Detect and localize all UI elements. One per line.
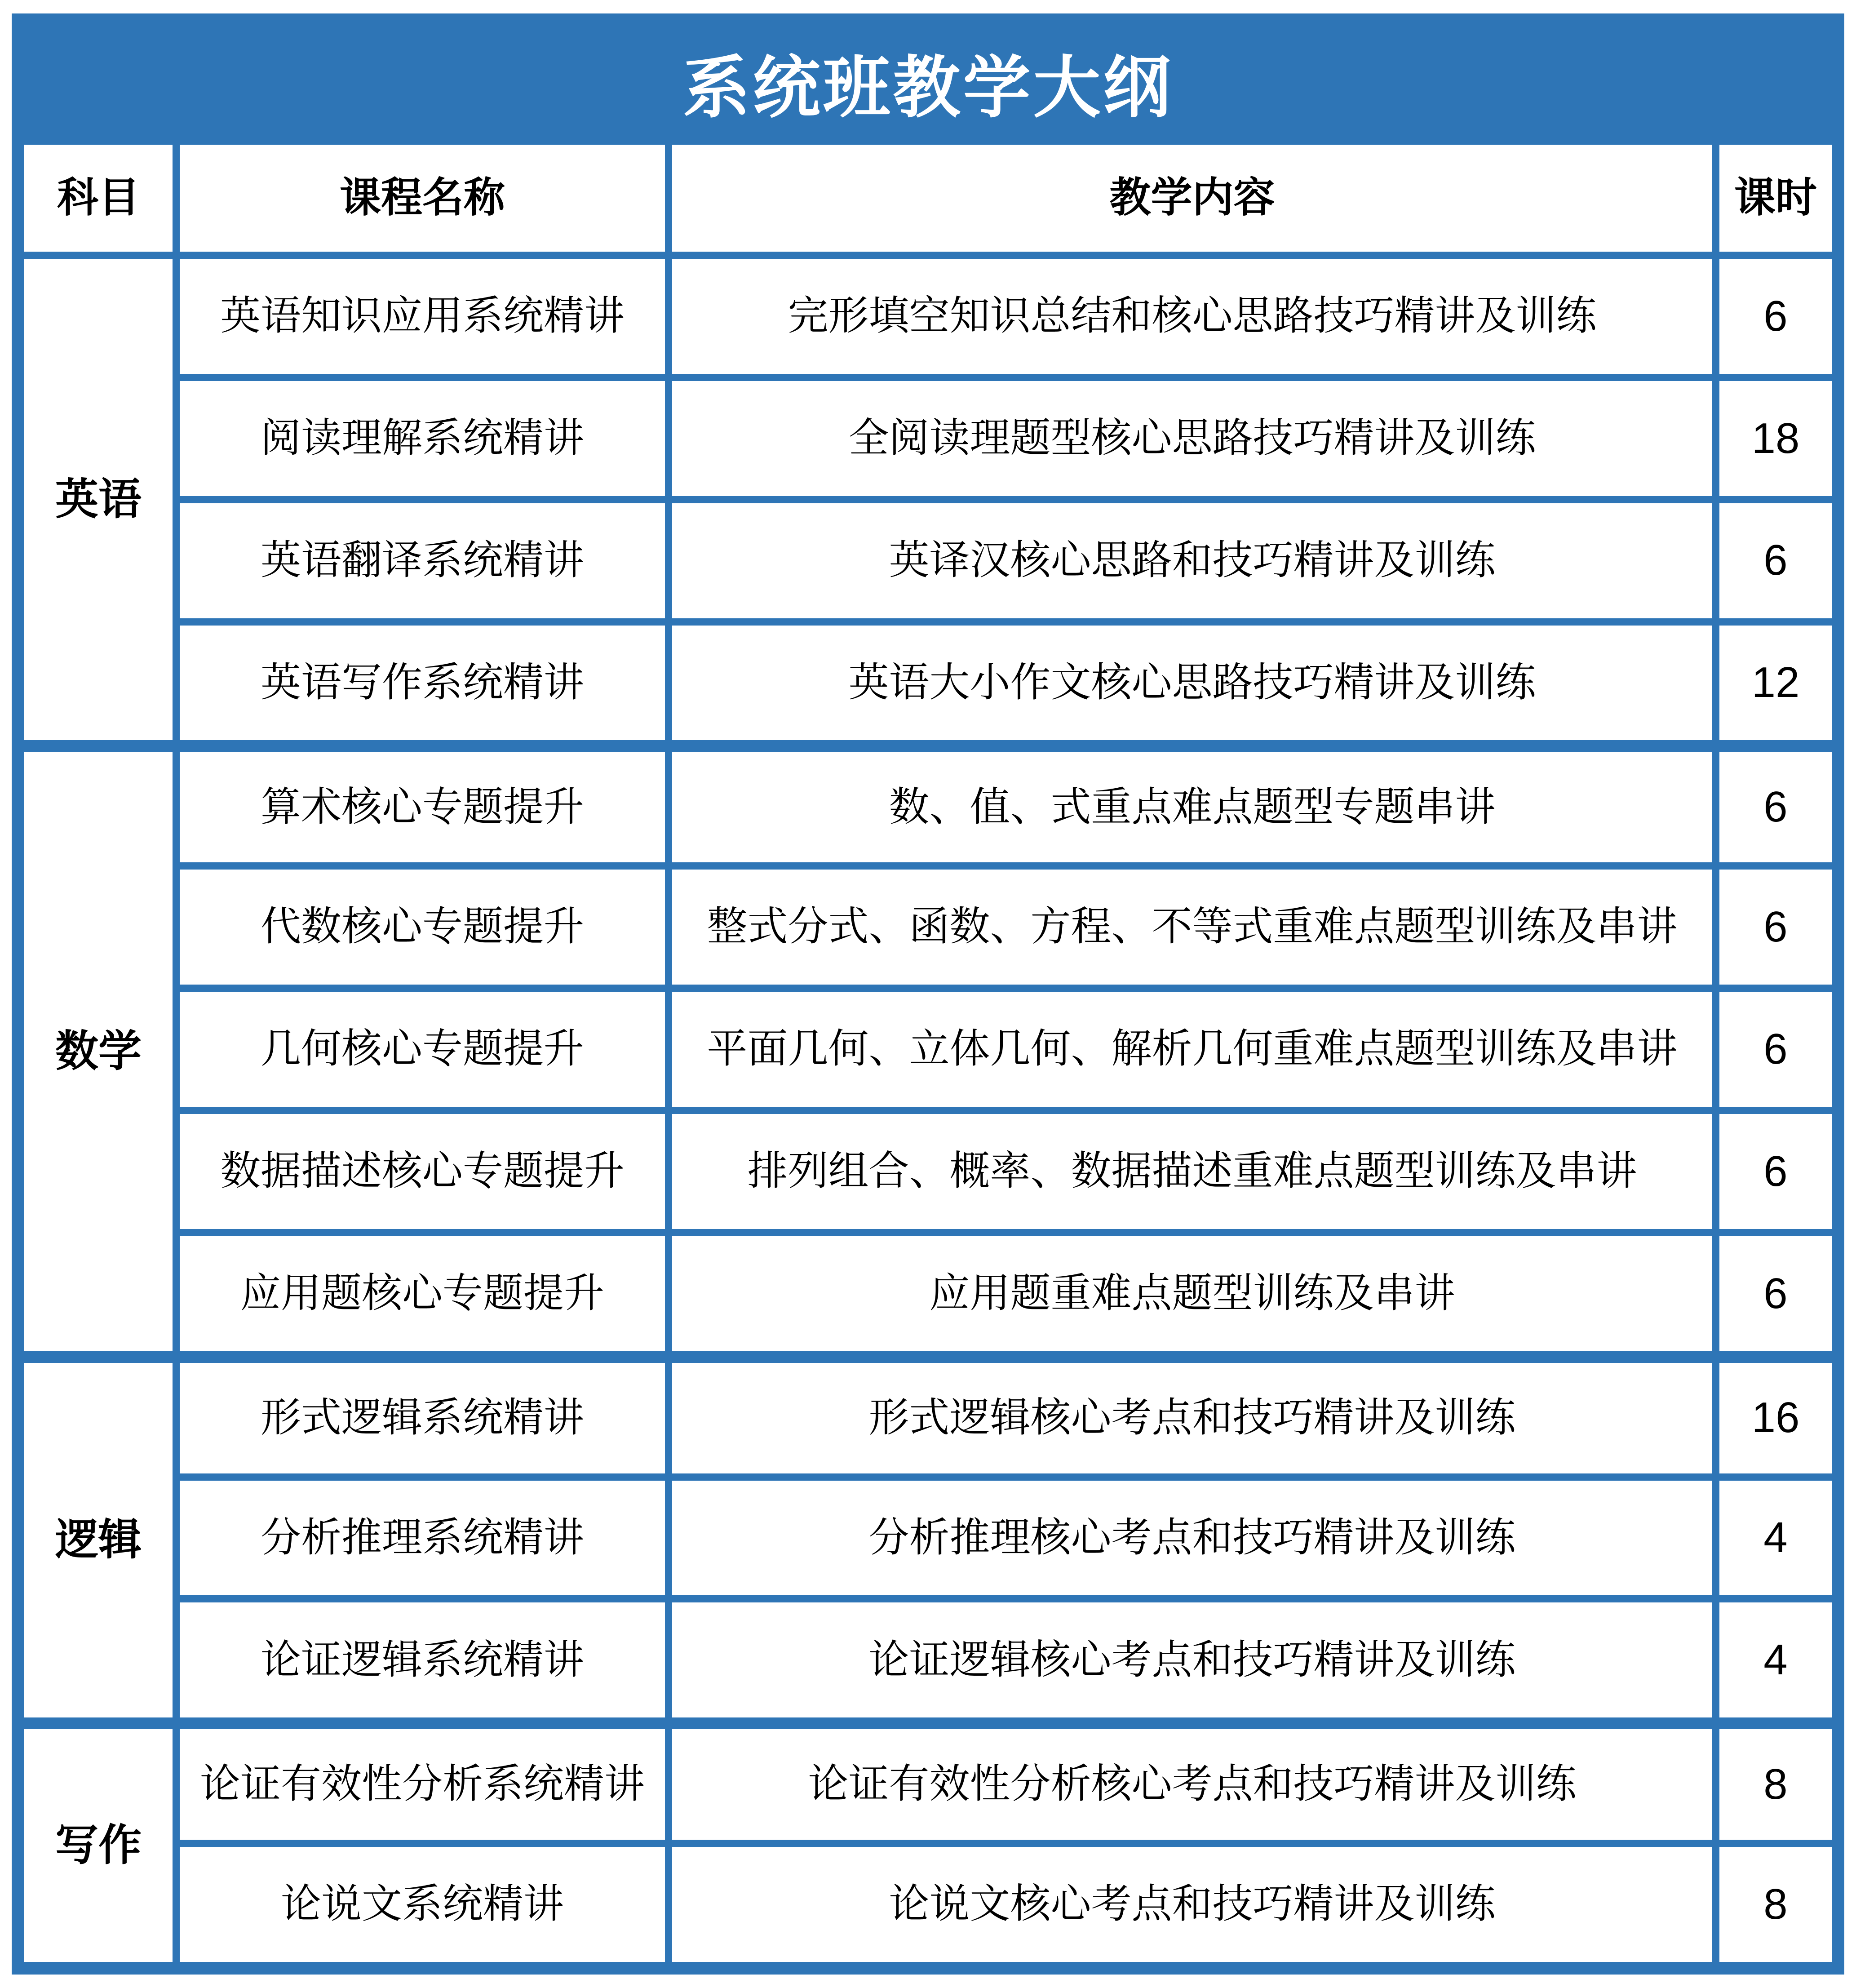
subject-cell-writing: 写作 [24, 1725, 173, 1962]
course-cell: 阅读理解系统精讲 [180, 381, 665, 496]
course-cell: 应用题核心专题提升 [180, 1236, 665, 1351]
hours-cell: 8 [1719, 1847, 1832, 1962]
column-header-hours: 课时 [1719, 145, 1832, 252]
column-header-subject: 科目 [24, 145, 173, 252]
content-cell: 应用题重难点题型训练及串讲 [672, 1236, 1712, 1351]
hours-cell: 12 [1719, 626, 1832, 741]
content-cell: 形式逻辑核心考点和技巧精讲及训练 [672, 1358, 1712, 1473]
hours-cell: 6 [1719, 1114, 1832, 1229]
hours-cell: 6 [1719, 1236, 1832, 1351]
course-cell: 代数核心专题提升 [180, 870, 665, 985]
hours-cell: 6 [1719, 870, 1832, 985]
subject-cell-english: 英语 [24, 259, 173, 740]
course-cell: 论证逻辑系统精讲 [180, 1602, 665, 1717]
content-cell: 分析推理核心考点和技巧精讲及训练 [672, 1481, 1712, 1596]
course-cell: 数据描述核心专题提升 [180, 1114, 665, 1229]
course-cell: 英语知识应用系统精讲 [180, 259, 665, 374]
content-cell: 论说文核心考点和技巧精讲及训练 [672, 1847, 1712, 1962]
hours-cell: 8 [1719, 1725, 1832, 1840]
content-cell: 整式分式、函数、方程、不等式重难点题型训练及串讲 [672, 870, 1712, 985]
content-cell: 完形填空知识总结和核心思路技巧精讲及训练 [672, 259, 1712, 374]
content-cell: 平面几何、立体几何、解析几何重难点题型训练及串讲 [672, 992, 1712, 1107]
subject-cell-logic: 逻辑 [24, 1358, 173, 1718]
course-cell: 几何核心专题提升 [180, 992, 665, 1107]
course-cell: 算术核心专题提升 [180, 747, 665, 862]
hours-cell: 6 [1719, 992, 1832, 1107]
content-cell: 英语大小作文核心思路技巧精讲及训练 [672, 626, 1712, 741]
hours-cell: 18 [1719, 381, 1832, 496]
course-cell: 英语写作系统精讲 [180, 626, 665, 741]
content-cell: 全阅读理题型核心思路技巧精讲及训练 [672, 381, 1712, 496]
hours-cell: 6 [1719, 503, 1832, 618]
hours-cell: 16 [1719, 1358, 1832, 1473]
column-header-course: 课程名称 [180, 145, 665, 252]
content-cell: 排列组合、概率、数据描述重难点题型训练及串讲 [672, 1114, 1712, 1229]
content-cell: 数、值、式重点难点题型专题串讲 [672, 747, 1712, 862]
hours-cell: 6 [1719, 747, 1832, 862]
course-cell: 分析推理系统精讲 [180, 1481, 665, 1596]
syllabus-table [12, 13, 1844, 1975]
hours-cell: 4 [1719, 1602, 1832, 1717]
hours-cell: 6 [1719, 259, 1832, 374]
content-cell: 论证有效性分析核心考点和技巧精讲及训练 [672, 1725, 1712, 1840]
content-cell: 论证逻辑核心考点和技巧精讲及训练 [672, 1602, 1712, 1717]
page-title: 系统班教学大纲 [24, 26, 1832, 138]
content-cell: 英译汉核心思路和技巧精讲及训练 [672, 503, 1712, 618]
course-cell: 形式逻辑系统精讲 [180, 1358, 665, 1473]
hours-cell: 4 [1719, 1481, 1832, 1596]
course-cell: 论说文系统精讲 [180, 1847, 665, 1962]
subject-cell-math: 数学 [24, 747, 173, 1351]
column-header-content: 教学内容 [672, 145, 1712, 252]
course-cell: 英语翻译系统精讲 [180, 503, 665, 618]
course-cell: 论证有效性分析系统精讲 [180, 1725, 665, 1840]
